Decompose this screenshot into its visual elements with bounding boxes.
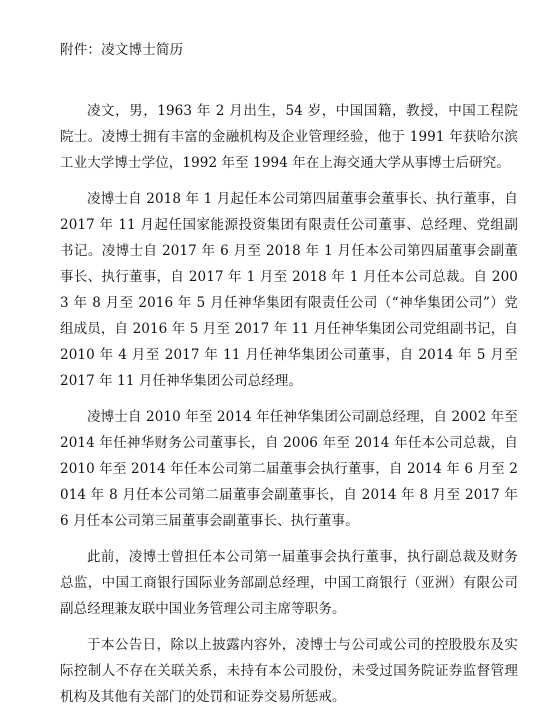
resume-body	[60, 98, 518, 710]
paragraph-disclosure: 于本公告日，除以上披露内容外，凌博士与公司或公司的控股股东及实际控制人不存在关联关系，未持有本公司股份，未受过国务院证券监督管理机构及其他有关部门的处罚和证券交易所惩戒。	[60, 637, 518, 705]
paragraph-earlier-career: 此前，凌博士曾担任本公司第一届董事会执行董事，执行副总裁及财务总监，中国工商银行国际业务部副总经理，中国工商银行（亚洲）有限公司副总经理兼友联中国业务管理公司主席等职务。	[60, 549, 518, 617]
attachment-title: 附件：凌文博士简历	[60, 42, 184, 58]
paragraph-prior-positions: 凌博士自 2010 年至 2014 年任神华集团公司副总经理，自 2002 年至 2014 年任神华财务公司董事长，自 2006 年至 2014 年任本公司总裁，自 2010 年至 2014 年任本公司第二届董事会执行董事，自 2014 年 6 月至 2014 年 8 月任本公司第二届董事会副董事长，自 2014 年 8 月至 2017 年 6 月任本公司第三届董事会副董事长、执行董事。	[60, 409, 518, 529]
paragraph-current-positions: 凌博士自 2018 年 1 月起任本公司第四届董事会董事长、执行董事，自 2017 年 11 月起任国家能源投资集团有限责任公司董事、总经理、党组副书记。凌博士自 2017 年 6 月至 2018 年 1 月任本公司第四届董事会副董事长、执行董事，自 2017 年 1 月至 2018 年 1 月任本公司总裁。自 2003 年 8 月至 2016 年 5 月任神华集团有限责任公司（“神华集团公司”）党组成员，自 2016 年 5 月至 2017 年 11 月任神华集团公司党组副书记，自 2010 年 4 月至 2017 年 11 月任神华集团公司董事，自 2014 年 5 月至 2017 年 11 月任神华集团公司总经理。	[60, 191, 518, 389]
paragraph-personal-info: 凌文，男，1963 年 2 月出生，54 岁，中国国籍，教授，中国工程院院士。凌博士拥有丰富的金融机构及企业管理经验，他于 1991 年获哈尔滨工业大学博士学位，1992 年至 1994 年在上海交通大学从事博士后研究。	[60, 103, 518, 171]
